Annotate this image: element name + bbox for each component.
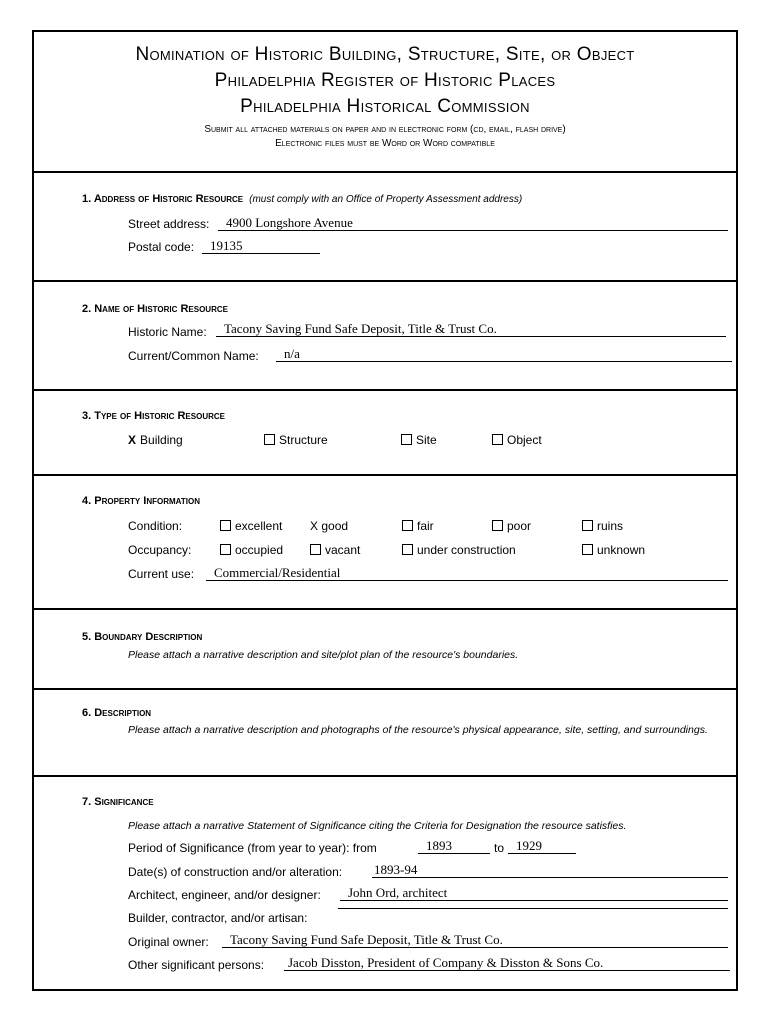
current-use-field[interactable]: Commercial/Residential bbox=[206, 565, 728, 581]
description-instructions: Please attach a narrative description and photographs of the resource's physical appearance, site, setting, and surroundings. bbox=[128, 724, 708, 736]
section-title: 4. Property Information bbox=[82, 495, 200, 507]
checkbox[interactable] bbox=[402, 520, 413, 531]
occupancy-under-construction-option[interactable] bbox=[402, 543, 516, 557]
option-label: under construction bbox=[417, 543, 516, 557]
section-address bbox=[34, 173, 736, 280]
current-use-label: Current use: bbox=[128, 567, 195, 581]
section-title: 6. Description bbox=[82, 707, 152, 719]
checkbox[interactable] bbox=[402, 544, 413, 555]
postal-code-label: Postal code: bbox=[128, 240, 195, 254]
section-title: 5. Boundary Description bbox=[82, 631, 203, 643]
section-title: 2. Name of Historic Resource bbox=[82, 303, 228, 315]
common-name-field[interactable]: n/a bbox=[276, 346, 732, 362]
occupancy-unknown-option[interactable] bbox=[582, 543, 645, 557]
selected-mark: X bbox=[310, 519, 319, 533]
historic-name-field[interactable]: Tacony Saving Fund Safe Deposit, Title & Trust Co. bbox=[216, 321, 726, 337]
option-label: vacant bbox=[325, 543, 361, 557]
checkbox[interactable] bbox=[310, 544, 321, 555]
option-label: Building bbox=[140, 433, 183, 447]
register-title: Philadelphia Register of Historic Places bbox=[214, 70, 556, 91]
builder-label: Builder, contractor, and/or artisan: bbox=[128, 911, 308, 925]
checkbox[interactable] bbox=[492, 434, 503, 445]
section-boundary bbox=[34, 610, 736, 688]
construction-dates-field[interactable]: 1893-94 bbox=[372, 862, 728, 878]
section-name bbox=[34, 282, 736, 389]
boundary-instructions: Please attach a narrative description and site/plot plan of the resource's boundaries. bbox=[128, 649, 519, 661]
option-label: good bbox=[321, 519, 349, 533]
architect-field[interactable]: John Ord, architect bbox=[340, 885, 728, 901]
section-title: 3. Type of Historic Resource bbox=[82, 410, 225, 422]
option-label: fair bbox=[417, 519, 434, 533]
file-format-instructions: Electronic files must be Word or Word compatible bbox=[275, 138, 495, 149]
section-significance bbox=[34, 777, 736, 991]
option-label: Structure bbox=[279, 433, 328, 447]
architect-label: Architect, engineer, and/or designer: bbox=[128, 888, 321, 902]
original-owner-field[interactable]: Tacony Saving Fund Safe Deposit, Title & Trust Co. bbox=[222, 932, 728, 948]
type-site-option[interactable] bbox=[401, 433, 437, 447]
condition-ruins-option[interactable] bbox=[582, 519, 623, 533]
period-from-field[interactable]: 1893 bbox=[418, 838, 490, 854]
other-persons-label: Other significant persons: bbox=[128, 958, 265, 972]
occupancy-occupied-option[interactable] bbox=[220, 543, 283, 557]
option-label: occupied bbox=[235, 543, 284, 557]
condition-fair-option[interactable] bbox=[402, 519, 434, 533]
original-owner-label: Original owner: bbox=[128, 935, 209, 949]
section-title: 7. Significance bbox=[82, 796, 154, 808]
form-title: Nomination of Historic Building, Structure, Site, or Object bbox=[135, 44, 635, 65]
option-label: Site bbox=[416, 433, 437, 447]
type-object-option[interactable] bbox=[492, 433, 542, 447]
common-name-label: Current/Common Name: bbox=[128, 349, 259, 363]
option-label: unknown bbox=[597, 543, 646, 557]
occupancy-label: Occupancy: bbox=[128, 543, 192, 557]
option-label: excellent bbox=[235, 519, 283, 533]
street-address-label: Street address: bbox=[128, 217, 210, 231]
builder-field[interactable] bbox=[338, 908, 728, 909]
option-label: poor bbox=[507, 519, 532, 533]
section-property bbox=[34, 476, 736, 608]
condition-label: Condition: bbox=[128, 519, 183, 533]
section-type bbox=[34, 391, 736, 474]
type-structure-option[interactable] bbox=[264, 433, 328, 447]
submission-instructions: Submit all attached materials on paper and in electronic form (cd, email, flash drive) bbox=[204, 124, 566, 135]
checkbox[interactable] bbox=[220, 520, 231, 531]
occupancy-vacant-option[interactable] bbox=[310, 543, 360, 557]
checkbox[interactable] bbox=[401, 434, 412, 445]
street-address-field[interactable]: 4900 Longshore Avenue bbox=[218, 215, 728, 231]
period-label: Period of Significance (from year to year): from bbox=[128, 841, 377, 855]
form-header bbox=[34, 32, 736, 172]
condition-excellent-option[interactable] bbox=[220, 519, 282, 533]
construction-dates-label: Date(s) of construction and/or alteration: bbox=[128, 865, 343, 879]
selected-mark: X bbox=[128, 433, 137, 447]
section-title: 1. Address of Historic Resource bbox=[82, 193, 244, 205]
checkbox[interactable] bbox=[582, 520, 593, 531]
commission-title: Philadelphia Historical Commission bbox=[240, 96, 530, 117]
significance-instructions: Please attach a narrative Statement of Significance citing the Criteria for Designation the resource satisfies. bbox=[128, 820, 627, 832]
checkbox[interactable] bbox=[492, 520, 503, 531]
nomination-form bbox=[32, 30, 738, 991]
historic-name-label: Historic Name: bbox=[128, 325, 207, 339]
checkbox[interactable] bbox=[264, 434, 275, 445]
option-label: ruins bbox=[597, 519, 624, 533]
section-note: (must comply with an Office of Property Assessment address) bbox=[249, 194, 523, 205]
period-to-field[interactable]: 1929 bbox=[508, 838, 576, 854]
section-description bbox=[34, 690, 736, 775]
other-persons-field[interactable]: Jacob Disston, President of Company & Disston & Sons Co. bbox=[284, 955, 730, 971]
checkbox[interactable] bbox=[582, 544, 593, 555]
period-to-label: to bbox=[494, 841, 505, 855]
type-building-option[interactable] bbox=[128, 433, 183, 447]
condition-poor-option[interactable] bbox=[492, 519, 531, 533]
postal-code-field[interactable]: 19135 bbox=[202, 238, 320, 254]
condition-good-option[interactable] bbox=[310, 519, 348, 533]
option-label: Object bbox=[507, 433, 542, 447]
checkbox[interactable] bbox=[220, 544, 231, 555]
